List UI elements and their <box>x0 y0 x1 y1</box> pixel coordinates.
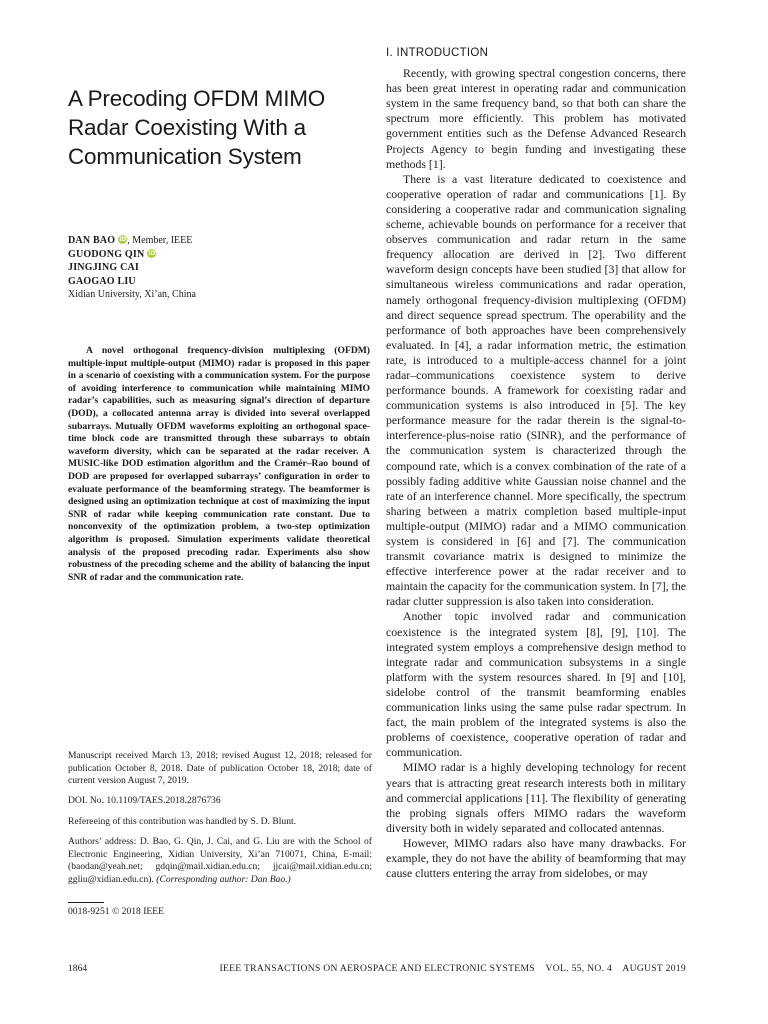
footnotes <box>68 750 372 926</box>
author-name: JINGJING CAI <box>68 262 140 273</box>
author-name: GUODONG QIN <box>68 248 145 260</box>
author-name: DAN BAO <box>68 235 116 246</box>
corresponding-author: (Corresponding author: Dan Bao.) <box>156 873 291 885</box>
orcid-icon[interactable]: iD <box>148 249 156 257</box>
section-heading: I. INTRODUCTION <box>386 47 489 59</box>
paper-title: A Precoding OFDM MIMO Radar Coexisting With a Communication System <box>68 86 326 169</box>
address-text: Authors’ address: D. Bao, G. Qin, J. Cai, and G. Liu are with the School of Electronic Engineering, Xidian University, Xi’an 710071, China, E-mail: (baodan@yeah.net; gdqin@mail.xidian.edu.cn; jjcai@mail.xidian.edu.cn; ggliu@xidian.edu.cn). <box>68 835 372 885</box>
body-paragraph: Another topic involved radar and communication coexistence is the integrated system [8], [9], [10]. The integrated system employs a comprehensive design method to integrate radar and communication subsystems in a single platform with the system resources shared. In [9] and [10], sidelobe control of the transmit beamforming enables communication links using the same pulse radar spectrum. In fact, the main problem of the integrated systems is also the problems of coexistence, cooperative operation of radar and communication. <box>386 609 686 760</box>
introduction-column <box>386 46 686 881</box>
affiliation: Xidian University, Xi’an, China <box>68 289 196 300</box>
body-paragraph: There is a vast literature dedicated to coexistence and cooperative operation of radar and communications [1]. By considering a cooperative radar and communication signaling scheme, achievable bounds on performance for a receiver that observes communication and radar return in the same frequency allocation are derived in [2]. Two different waveform design concepts have been studied [3] that allow for simultaneous wireless communications and radar operation, namely orthogonal frequency-division multiplexing (OFDM) and direct sequence spread spectrum. The operability and the performance of both approaches have been comprehensively evaluated. In [4], a radar information metric, the estimation rate, is introduced to a multiple-access channel for a joint radar–communications coexistence system to derive performance bounds. A framework for coexisting radar and communication systems is also introduced in [5]. The key performance measure for the radar therein is the signal-to-interference-plus-noise ratio (SINR), and the performance of the communication system is characterized through the compound rate, which is a convex combination of the rate of a possibly fading additive white Gaussian noise channel and the rate of an interference channel. More specifically, the spectrum sharing between a matrix completion based multiple-input multiple-output (MIMO) radar and a MIMO communication system is considered in [6] and [7]. The communication transmit covariance matrix is designed to minimize the effective interference power at the radar receiver and to maintain the capacity for the communication system. In [7], the radar clutter suppression is also taken into consideration. <box>386 171 686 609</box>
author-line <box>68 261 358 275</box>
doi-note: DOI. No. 10.1109/TAES.2018.2876736 <box>68 794 221 806</box>
abstract: A novel orthogonal frequency-division multiplexing (OFDM) multiple-input multiple-output (MIMO) radar is proposed in this paper in a scenario of coexisting with a communication system. For the purpose of avoiding interference to communication while maintaining MIMO radar’s capabilities, such as measuring signal’s direction of departure (DOD), a collocated antenna array is divided into several overlapped subarrays. Mutually OFDM waveforms exploiting an orthogonal space-time block code are transmitted through these subarrays to obtain waveform diversity, which can be separated at the radar receiver. A MUSIC-like DOD estimation algorithm and the Cramér–Rao bound of DOD are proposed for overlapped subarrays’ configuration in order to evaluate performance of the beamforming strategy. The beamformer is designed using an optimization technique at cost of maximizing the input SNR of radar while keeping communication rate constant. Due to nonconvexity of the optimization problem, a two-step optimization algorithm is proposed. Simulation experiments validate theoretical analysis of the proposed precoding radar. Experiments also show robustness of the precoding scheme and the ability of balancing the input SNR of radar and the communication rate. <box>68 345 370 583</box>
refereeing-note: Refereeing of this contribution was handled by S. D. Blunt. <box>68 816 297 828</box>
footnote-divider <box>68 902 104 903</box>
author-name: GAOGAO LIU <box>68 275 136 287</box>
body-paragraph: Recently, with growing spectral congestion concerns, there has been great interest in operating radar and communication system in the same frequency band, so that both can share the spectrum more efficiently. This problem has motivated government entities such as the Defense Advanced Research Projects Agency to begin funding and investigating these methods [1]. <box>386 66 686 171</box>
address-note <box>68 836 372 886</box>
journal-info: IEEE TRANSACTIONS ON AEROSPACE AND ELECTRONIC SYSTEMS VOL. 55, NO. 4 AUGUST 2019 <box>219 963 686 974</box>
author-line <box>68 248 358 262</box>
author-suffix: , Member, IEEE <box>127 235 193 246</box>
orcid-icon[interactable]: iD <box>119 236 127 243</box>
manuscript-note: Manuscript received March 13, 2018; revised August 12, 2018; released for publication October 8, 2018. Date of publication October 18, 2018; date of current version August 7, 2019. <box>68 750 372 787</box>
page-number: 1864 <box>68 963 88 974</box>
body-paragraph: MIMO radar is a highly developing technology for recent years that is attracting great research interests both in military and commercial applications [11]. The flexibility of generating the probing signals offers MIMO radars the waveform diversity both in widely separated and collocated antennas. <box>386 760 686 835</box>
page-footer <box>68 963 686 974</box>
author-line <box>68 234 358 248</box>
body-paragraph: However, MIMO radars also have many drawbacks. For example, they do not have the ability of beamforming that may cause clutters entering the array from sidelobes, or may <box>386 835 686 881</box>
issn-note: 0018-9251 © 2018 IEEE <box>68 906 165 918</box>
author-line <box>68 275 358 289</box>
author-block <box>68 234 358 302</box>
